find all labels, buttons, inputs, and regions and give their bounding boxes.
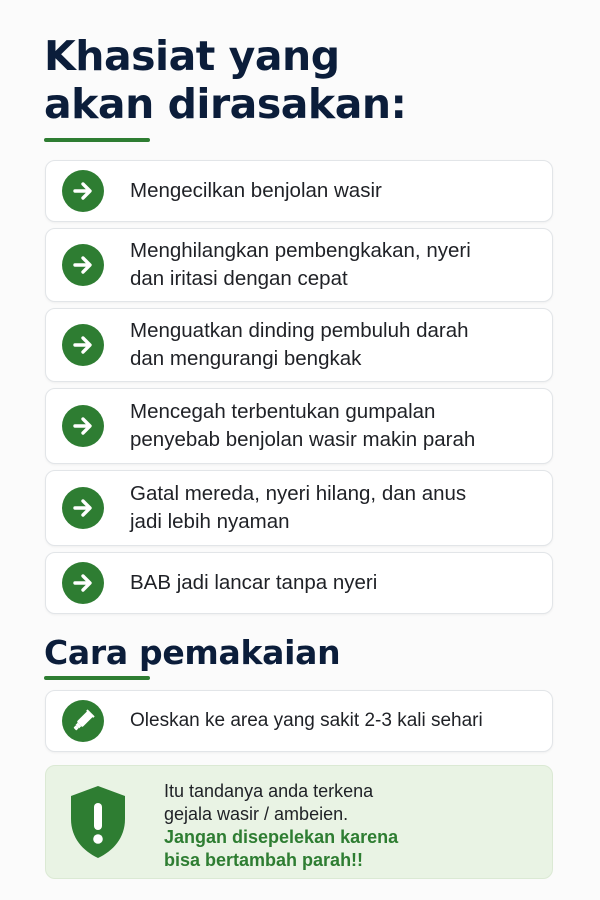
usage-text: Oleskan ke area yang sakit 2-3 kali sehari bbox=[130, 710, 483, 731]
benefit-line: BAB jadi lancar tanpa nyeri bbox=[130, 571, 378, 594]
page-title-line-1: Khasiat yang bbox=[44, 32, 340, 80]
usage-underline bbox=[44, 676, 150, 680]
benefit-text bbox=[130, 480, 538, 536]
benefit-line: Menguatkan dinding pembuluh darah bbox=[130, 319, 469, 342]
benefit-line: Menghilangkan pembengkakan, nyeri bbox=[130, 239, 471, 262]
warning-emphasis-1: Jangan disepelekan karena bbox=[164, 827, 399, 847]
benefit-card bbox=[45, 308, 553, 382]
arrow-right-circle-icon bbox=[62, 562, 104, 604]
benefit-line: jadi lebih nyaman bbox=[130, 510, 290, 533]
benefit-card bbox=[45, 470, 553, 546]
page-title bbox=[44, 32, 406, 128]
arrow-right-circle-icon bbox=[62, 170, 104, 212]
benefit-card bbox=[45, 160, 553, 222]
warning-box bbox=[45, 765, 553, 879]
benefit-line: penyebab benjolan wasir makin parah bbox=[130, 428, 476, 451]
arrow-right-circle-icon bbox=[62, 244, 104, 286]
benefit-card bbox=[45, 228, 553, 302]
warning-emphasis-2: bisa bertambah parah!! bbox=[164, 850, 364, 870]
arrow-right-circle-icon bbox=[62, 324, 104, 366]
benefit-line: Gatal mereda, nyeri hilang, dan anus bbox=[130, 482, 467, 505]
benefit-card bbox=[45, 552, 553, 614]
ointment-tube-icon bbox=[62, 700, 104, 742]
title-underline bbox=[44, 138, 150, 142]
usage-heading: Cara pemakaian bbox=[44, 633, 341, 672]
page-title-line-2: akan dirasakan: bbox=[44, 80, 407, 128]
benefit-card bbox=[45, 388, 553, 464]
benefit-text bbox=[130, 317, 538, 373]
shield-exclamation-icon bbox=[66, 783, 130, 861]
benefit-text bbox=[130, 569, 538, 597]
warning-text bbox=[164, 780, 538, 872]
benefit-text bbox=[130, 237, 538, 293]
benefit-line: dan iritasi dengan cepat bbox=[130, 267, 348, 290]
benefit-line: dan mengurangi bengkak bbox=[130, 347, 362, 370]
benefit-text bbox=[130, 177, 538, 205]
arrow-right-circle-icon bbox=[62, 487, 104, 529]
benefit-line: Mencegah terbentukan gumpalan bbox=[130, 400, 436, 423]
usage-card bbox=[45, 690, 553, 752]
benefit-line: Mengecilkan benjolan wasir bbox=[130, 179, 382, 202]
arrow-right-circle-icon bbox=[62, 405, 104, 447]
benefit-text bbox=[130, 398, 538, 454]
warning-line-1: Itu tandanya anda terkena bbox=[164, 781, 374, 801]
warning-line-2: gejala wasir / ambeien. bbox=[164, 804, 349, 824]
